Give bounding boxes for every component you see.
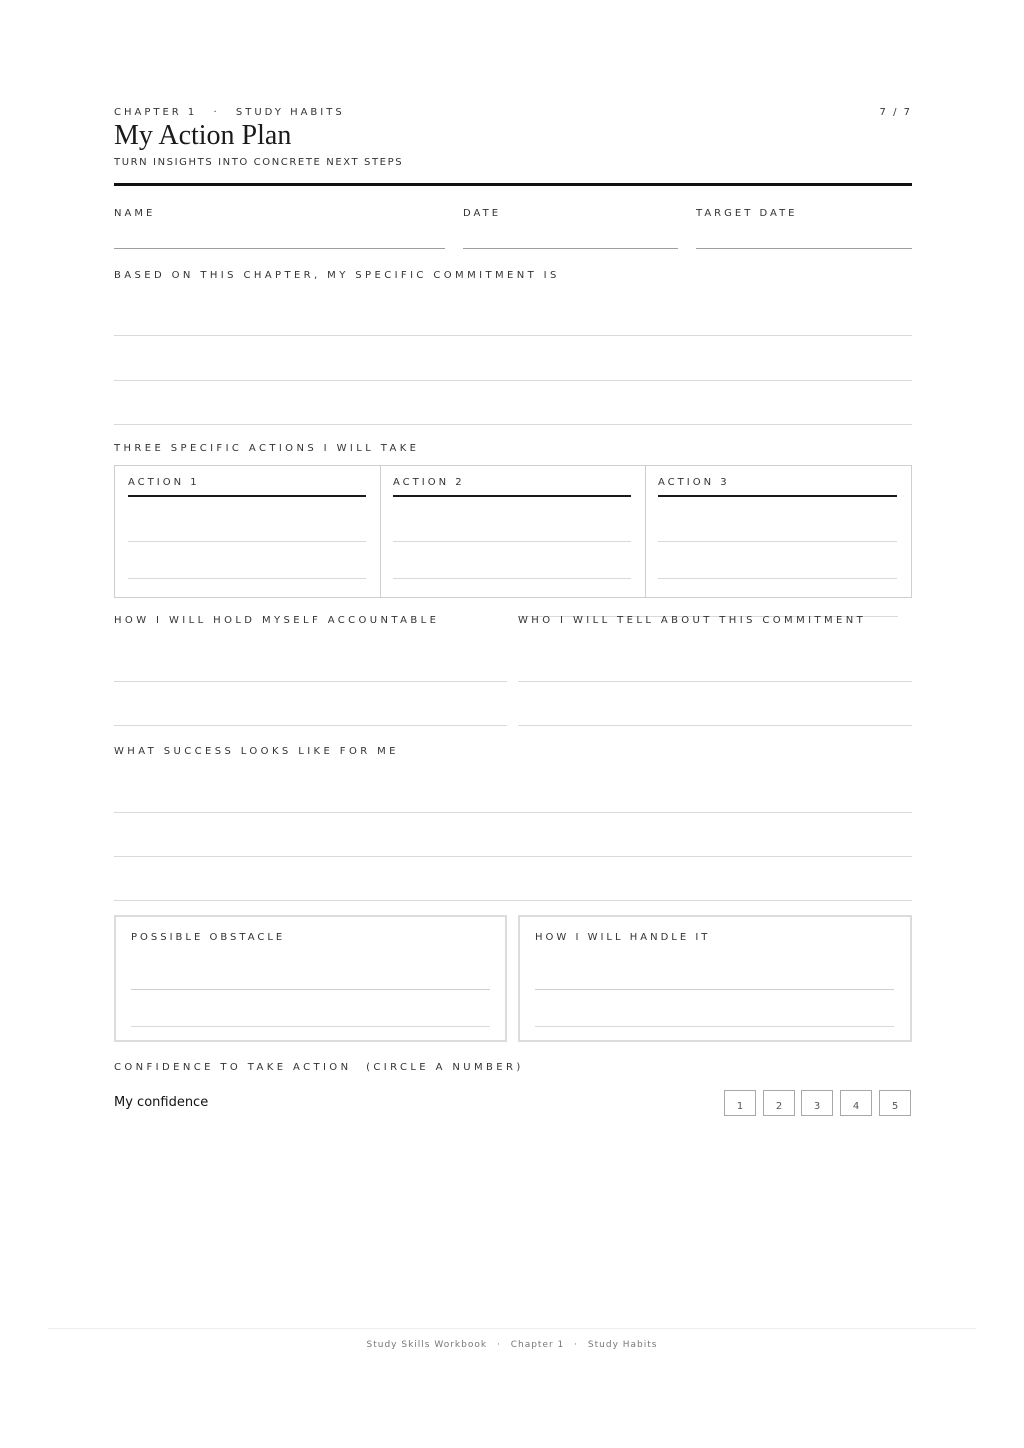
- action-1-line-2[interactable]: [128, 578, 366, 579]
- confidence-option-4[interactable]: 4: [840, 1090, 872, 1116]
- actions-divider-2: [645, 465, 646, 598]
- page-indicator: 7 / 7: [879, 107, 912, 118]
- tell-line-1[interactable]: [518, 681, 912, 682]
- commitment-line-1[interactable]: [114, 335, 912, 336]
- chapter-breadcrumb: [114, 107, 345, 118]
- confidence-option-5[interactable]: 5: [879, 1090, 911, 1116]
- accountability-line-2[interactable]: [114, 725, 507, 726]
- footer-chapter: Chapter 1: [510, 1340, 565, 1350]
- date-label: DATE: [463, 208, 502, 219]
- footer-separator-2: ·: [574, 1340, 579, 1350]
- footer-topic: Study Habits: [587, 1340, 658, 1350]
- tell-label: WHO I WILL TELL ABOUT THIS COMMITMENT: [518, 615, 867, 626]
- page-subtitle: TURN INSIGHTS INTO CONCRETE NEXT STEPS: [114, 157, 404, 168]
- handle-label: HOW I WILL HANDLE IT: [535, 932, 711, 943]
- actions-label: THREE SPECIFIC ACTIONS I WILL TAKE: [114, 443, 420, 454]
- action-1-line-1[interactable]: [128, 541, 366, 542]
- handle-line-1[interactable]: [535, 989, 894, 990]
- confidence-option-1[interactable]: 1: [724, 1090, 756, 1116]
- commitment-label: BASED ON THIS CHAPTER, MY SPECIFIC COMMITMENT IS: [114, 270, 560, 281]
- confidence-hint: (CIRCLE A NUMBER): [366, 1062, 524, 1073]
- success-line-2[interactable]: [114, 856, 912, 857]
- header-rule: [114, 183, 912, 186]
- name-label: NAME: [114, 208, 156, 219]
- footer-rule: [48, 1328, 976, 1329]
- topic-label: STUDY HABITS: [235, 107, 345, 118]
- accountability-label: HOW I WILL HOLD MYSELF ACCOUNTABLE: [114, 615, 440, 626]
- success-label: WHAT SUCCESS LOOKS LIKE FOR ME: [114, 746, 399, 757]
- action-1-heading: ACTION 1: [128, 477, 200, 488]
- action-2-heading: ACTION 2: [393, 477, 465, 488]
- page-title: My Action Plan: [114, 120, 292, 151]
- target-date-field[interactable]: [696, 248, 912, 249]
- action-3-heading-rule: [658, 495, 897, 497]
- action-3-line-2[interactable]: [658, 578, 897, 579]
- obstacle-label: POSSIBLE OBSTACLE: [131, 932, 286, 943]
- success-line-3[interactable]: [114, 900, 912, 901]
- success-line-1[interactable]: [114, 812, 912, 813]
- confidence-label: CONFIDENCE TO TAKE ACTION: [114, 1062, 352, 1073]
- handle-line-2[interactable]: [535, 1026, 894, 1027]
- page-footer: [0, 1340, 1024, 1350]
- tell-line-2[interactable]: [518, 725, 912, 726]
- footer-separator-1: ·: [496, 1340, 501, 1350]
- confidence-row-label: My confidence: [114, 1095, 209, 1110]
- commitment-line-3[interactable]: [114, 424, 912, 425]
- actions-divider-1: [380, 465, 381, 598]
- confidence-option-3[interactable]: 3: [801, 1090, 833, 1116]
- confidence-option-2[interactable]: 2: [763, 1090, 795, 1116]
- commitment-line-2[interactable]: [114, 380, 912, 381]
- action-3-line-1[interactable]: [658, 541, 897, 542]
- action-3-heading: ACTION 3: [658, 477, 730, 488]
- breadcrumb-separator: ·: [213, 107, 220, 118]
- confidence-heading: [114, 1062, 524, 1073]
- action-2-heading-rule: [393, 495, 631, 497]
- chapter-label: CHAPTER 1: [114, 107, 198, 118]
- obstacle-line-2[interactable]: [131, 1026, 490, 1027]
- accountability-line-1[interactable]: [114, 681, 507, 682]
- target-date-label: TARGET DATE: [696, 208, 798, 219]
- date-field[interactable]: [463, 248, 678, 249]
- action-1-heading-rule: [128, 495, 366, 497]
- obstacle-line-1[interactable]: [131, 989, 490, 990]
- footer-book: Study Skills Workbook: [366, 1340, 488, 1350]
- action-2-line-1[interactable]: [393, 541, 631, 542]
- action-2-line-2[interactable]: [393, 578, 631, 579]
- name-field[interactable]: [114, 248, 445, 249]
